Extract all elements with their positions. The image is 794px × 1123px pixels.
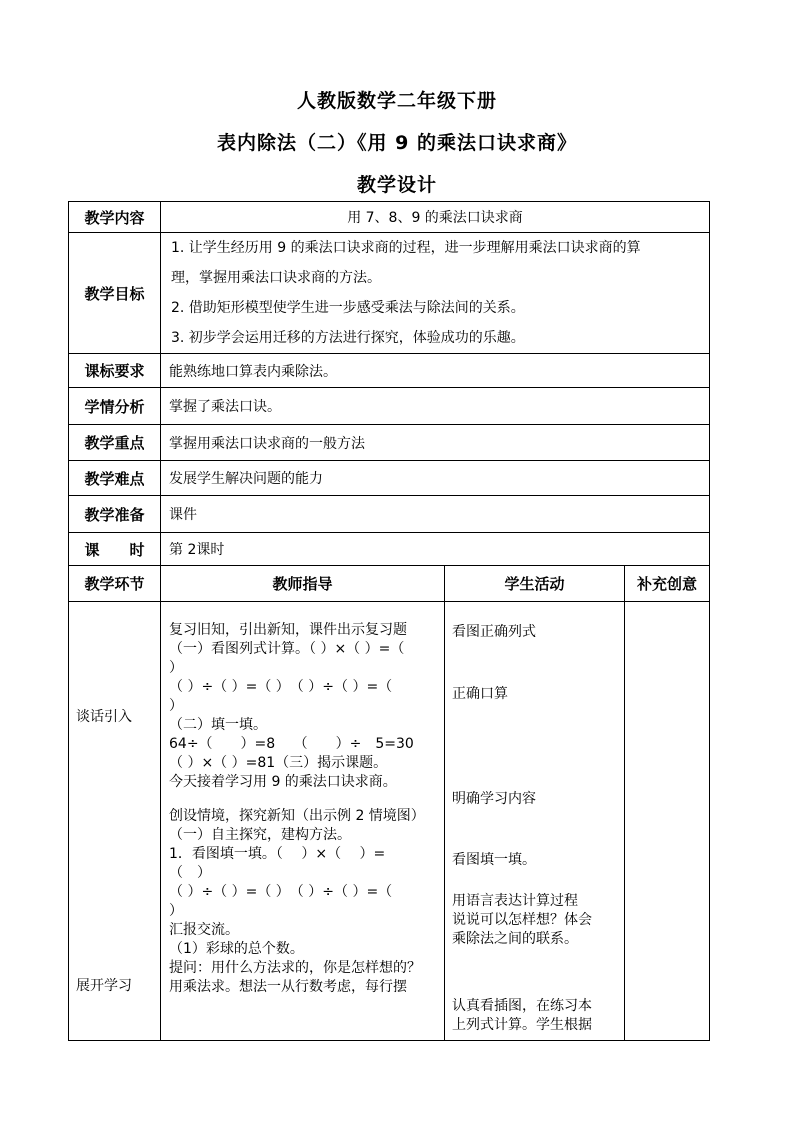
- row-difficulty: [69, 461, 710, 496]
- header-teacher: 教师指导: [161, 566, 445, 602]
- teacher-line: 今天接着学习用 9 的乘法口诀求商。: [169, 774, 397, 790]
- doc-title: 人教版数学二年级下册: [296, 90, 497, 112]
- goals-cell: [161, 233, 710, 354]
- row-label: 教学内容: [69, 202, 161, 233]
- row-value: 掌握用乘法口诀求商的一般方法: [161, 425, 710, 461]
- teacher-line: 提问：用什么方法求的，你是怎样想的？: [169, 960, 421, 976]
- row-goals: [69, 233, 710, 354]
- teacher-cell: [161, 602, 445, 1041]
- teacher-line: （一）看图列式计算。（ ）×（ ）=（: [169, 641, 405, 657]
- goal-line: 3. 初步学会运用迁移的方法进行探究，体验成功的乐趣。: [171, 330, 525, 346]
- goal-line: 2. 借助矩形模型使学生进一步感受乘法与除法间的关系。: [171, 300, 525, 316]
- teacher-line: （ ）÷（ ）=（ ） （ ）÷（ ）=（: [169, 884, 393, 900]
- header-student: 学生活动: [445, 566, 625, 602]
- activity-row: [69, 602, 710, 1041]
- stage-label: 展开学习: [76, 978, 132, 994]
- row-key: [69, 425, 710, 461]
- row-value: 发展学生解决问题的能力: [161, 461, 710, 496]
- row-content: [69, 202, 710, 233]
- row-label: 教学重点: [69, 425, 161, 461]
- student-activity: 乘除法之间的联系。: [452, 931, 578, 947]
- student-activity: 看图填一填。: [452, 852, 536, 868]
- row-value: 能熟练地口算表内乘除法。: [161, 354, 710, 388]
- student-activity: 明确学习内容: [452, 791, 536, 807]
- row-label: 课标要求: [69, 354, 161, 388]
- stage-label: 谈话引入: [76, 709, 132, 725]
- teacher-line: （ ）÷（ ）=（ ） （ ）÷（ ）=（: [169, 679, 393, 695]
- activity-header-row: [69, 566, 710, 602]
- teacher-line: 用乘法求。想法一从行数考虑，每行摆: [169, 979, 407, 995]
- doc-subtitle: 表内除法（二）《用 9 的乘法口诀求商》: [217, 132, 577, 154]
- teacher-line: （二）填一填。: [169, 717, 267, 733]
- row-value: 课件: [161, 496, 710, 533]
- row-label: 教学目标: [69, 233, 161, 354]
- student-activity: 用语言表达计算过程: [452, 893, 578, 909]
- teacher-line: （1）彩球的总个数。: [169, 941, 304, 957]
- row-label: 课 时: [69, 533, 161, 566]
- row-value: 第 2课时: [161, 533, 710, 566]
- student-activity: 上列式计算。学生根据: [452, 1017, 592, 1033]
- teacher-line: ）: [169, 698, 183, 714]
- header-extra: 补充创意: [625, 566, 710, 602]
- extra-cell: [625, 602, 710, 1041]
- row-value: 掌握了乘法口诀。: [161, 388, 710, 425]
- student-cell: [445, 602, 625, 1041]
- teacher-line: 64÷（ ）=8 （ ）÷ 5=30: [169, 736, 414, 752]
- student-activity: 看图正确列式: [452, 624, 536, 640]
- row-period: [69, 533, 710, 566]
- goal-line: 理，掌握用乘法口诀求商的方法。: [171, 270, 381, 286]
- lesson-plan-table: [68, 201, 710, 1041]
- teacher-line: ）: [169, 903, 183, 919]
- stage-cell: [69, 602, 161, 1041]
- row-value: 用 7、8、9 的乘法口诀求商: [161, 202, 710, 233]
- teacher-line: （一）自主探究，建构方法。: [169, 827, 351, 843]
- doc-heading: 教学设计: [356, 174, 437, 196]
- student-activity: 说说可以怎样想？体会: [452, 912, 592, 928]
- student-activity: 正确口算: [452, 686, 508, 702]
- teacher-line: 创设情境，探究新知（出示例 2 情境图）: [169, 808, 425, 824]
- row-label: 教学难点: [69, 461, 161, 496]
- row-label: 学情分析: [69, 388, 161, 425]
- header-stage: 教学环节: [69, 566, 161, 602]
- row-prep: [69, 496, 710, 533]
- row-analysis: [69, 388, 710, 425]
- teacher-line: 复习旧知，引出新知，课件出示复习题: [169, 622, 407, 638]
- teacher-line: 1．看图填一填。（ ）×（ ）=: [169, 846, 386, 862]
- goal-line: 1. 让学生经历用 9 的乘法口诀求商的过程，进一步理解用乘法口诀求商的算: [171, 240, 641, 256]
- teacher-line: 汇报交流。: [169, 922, 239, 938]
- row-standard: [69, 354, 710, 388]
- student-activity: 认真看插图，在练习本: [452, 998, 592, 1014]
- teacher-line: （ ）×（ ）=81（三）揭示课题。: [169, 755, 388, 771]
- teacher-line: （ ）: [169, 865, 211, 881]
- row-label: 教学准备: [69, 496, 161, 533]
- teacher-line: ）: [169, 660, 183, 676]
